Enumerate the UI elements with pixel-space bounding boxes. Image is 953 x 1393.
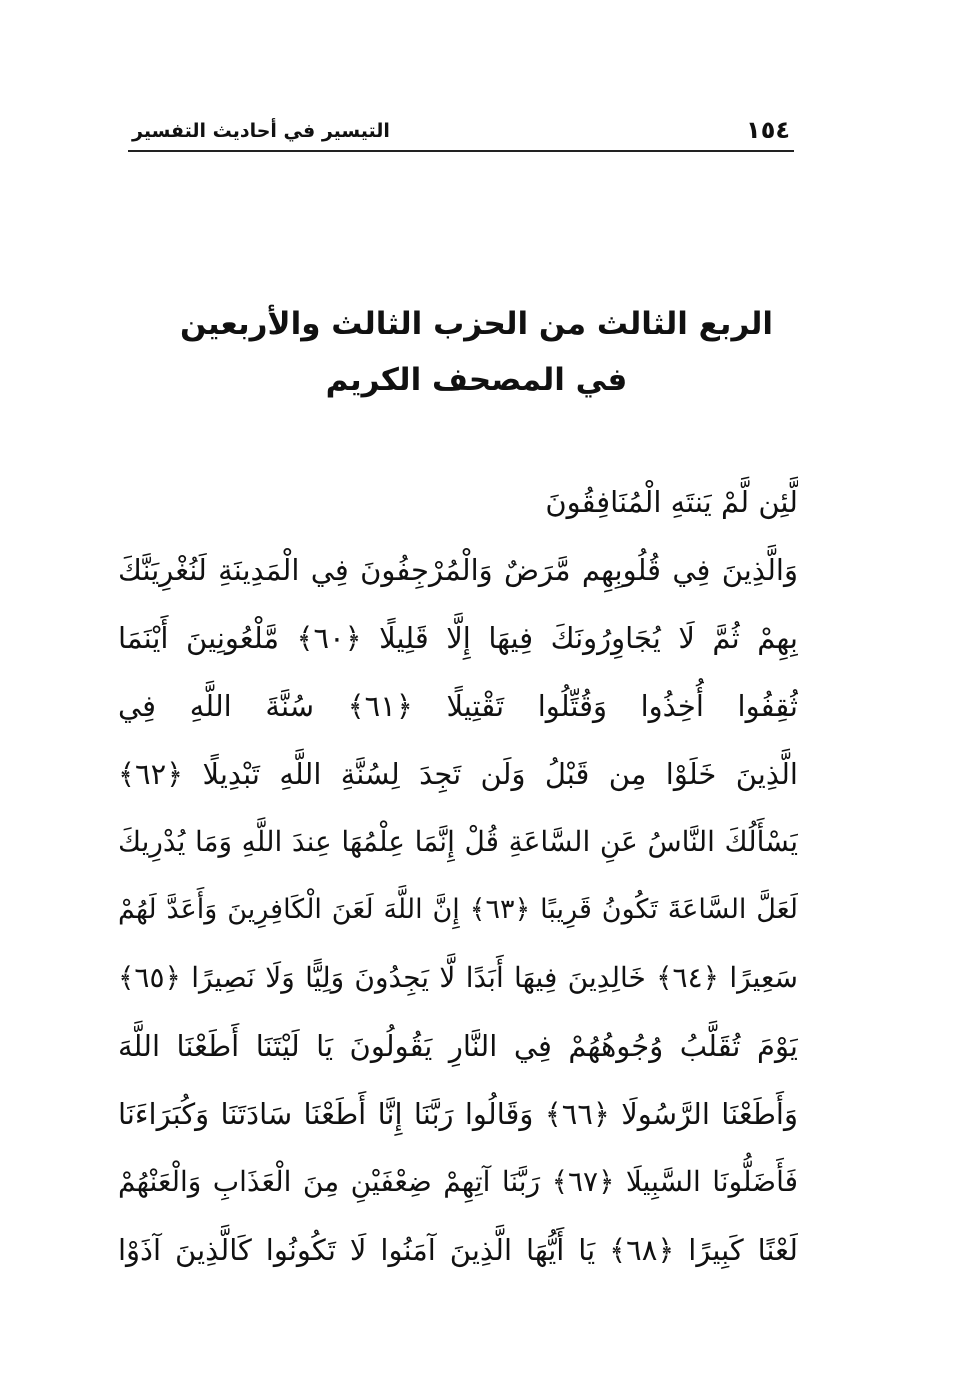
verse-line: لَعَلَّ السَّاعَةَ تَكُونُ قَرِيبًا ﴿٦٣﴾ إِنَّ اللَّهَ لَعَنَ الْكَافِرِينَ وَأَعَدَّ لَهُمْ	[118, 894, 798, 925]
running-header	[128, 114, 794, 152]
verse-line: سَعِيرًا ﴿٦٤﴾ خَالِدِينَ فِيهَا أَبَدًا لَّا يَجِدُونَ وَلِيًّا وَلَا نَصِيرًا ﴿٦٥﴾	[118, 961, 798, 994]
verse-line: لَعْنًا كَبِيرًا ﴿٦٨﴾ يَا أَيُّهَا الَّذِينَ آمَنُوا لَا تَكُونُوا كَالَّذِينَ آذَوْا	[118, 1233, 798, 1267]
verse-line: وَأَطَعْنَا الرَّسُولَا ﴿٦٦﴾ وَقَالُوا رَبَّنَا إِنَّا أَطَعْنَا سَادَتَنَا وَكُبَرَاءَنَا	[118, 1097, 798, 1131]
verse-line: الَّذِينَ خَلَوْا مِن قَبْلُ وَلَن تَجِدَ لِسُنَّةِ اللَّهِ تَبْدِيلًا ﴿٦٢﴾	[118, 757, 798, 791]
verse-line: لَّئِن لَّمْ يَنتَهِ الْمُنَافِقُونَ	[545, 485, 798, 519]
verse-line: فَأَضَلُّونَا السَّبِيلَا ﴿٦٧﴾ رَبَّنَا آتِهِمْ ضِعْفَيْنِ مِنَ الْعَذَابِ وَالْعَنْهُمْ	[118, 1165, 798, 1198]
verse-line: يَسْأَلُكَ النَّاسُ عَنِ السَّاعَةِ قُلْ إِنَّمَا عِلْمُهَا عِندَ اللَّهِ وَمَا يُدْرِيكَ	[118, 825, 798, 858]
section-heading-line-2: في المصحف الكريم	[325, 362, 628, 398]
book-title: التيسير في أحاديث التفسير	[132, 120, 390, 142]
verse-line: وَالَّذِينَ فِي قُلُوبِهِم مَّرَضٌ وَالْمُرْجِفُونَ فِي الْمَدِينَةِ لَنُغْرِيَنَّكَ	[118, 553, 798, 587]
verse-line: ثُقِفُوا أُخِذُوا وَقُتِّلُوا تَقْتِيلًا ﴿٦١﴾ سُنَّةَ اللَّهِ فِي	[118, 689, 798, 723]
verse-line: يَوْمَ تُقَلَّبُ وُجُوهُهُمْ فِي النَّارِ يَقُولُونَ يَا لَيْتَنَا أَطَعْنَا اللَّهَ	[118, 1029, 798, 1063]
quran-verses	[118, 468, 798, 1284]
section-heading-line-1: الربع الثالث من الحزب الثالث والأربعين	[179, 306, 773, 342]
verse-line: بِهِمْ ثُمَّ لَا يُجَاوِرُونَكَ فِيهَا إِلَّا قَلِيلًا ﴿٦٠﴾ مَّلْعُونِينَ أَيْنَمَا	[118, 621, 798, 655]
page-number: ١٥٤	[746, 116, 790, 144]
